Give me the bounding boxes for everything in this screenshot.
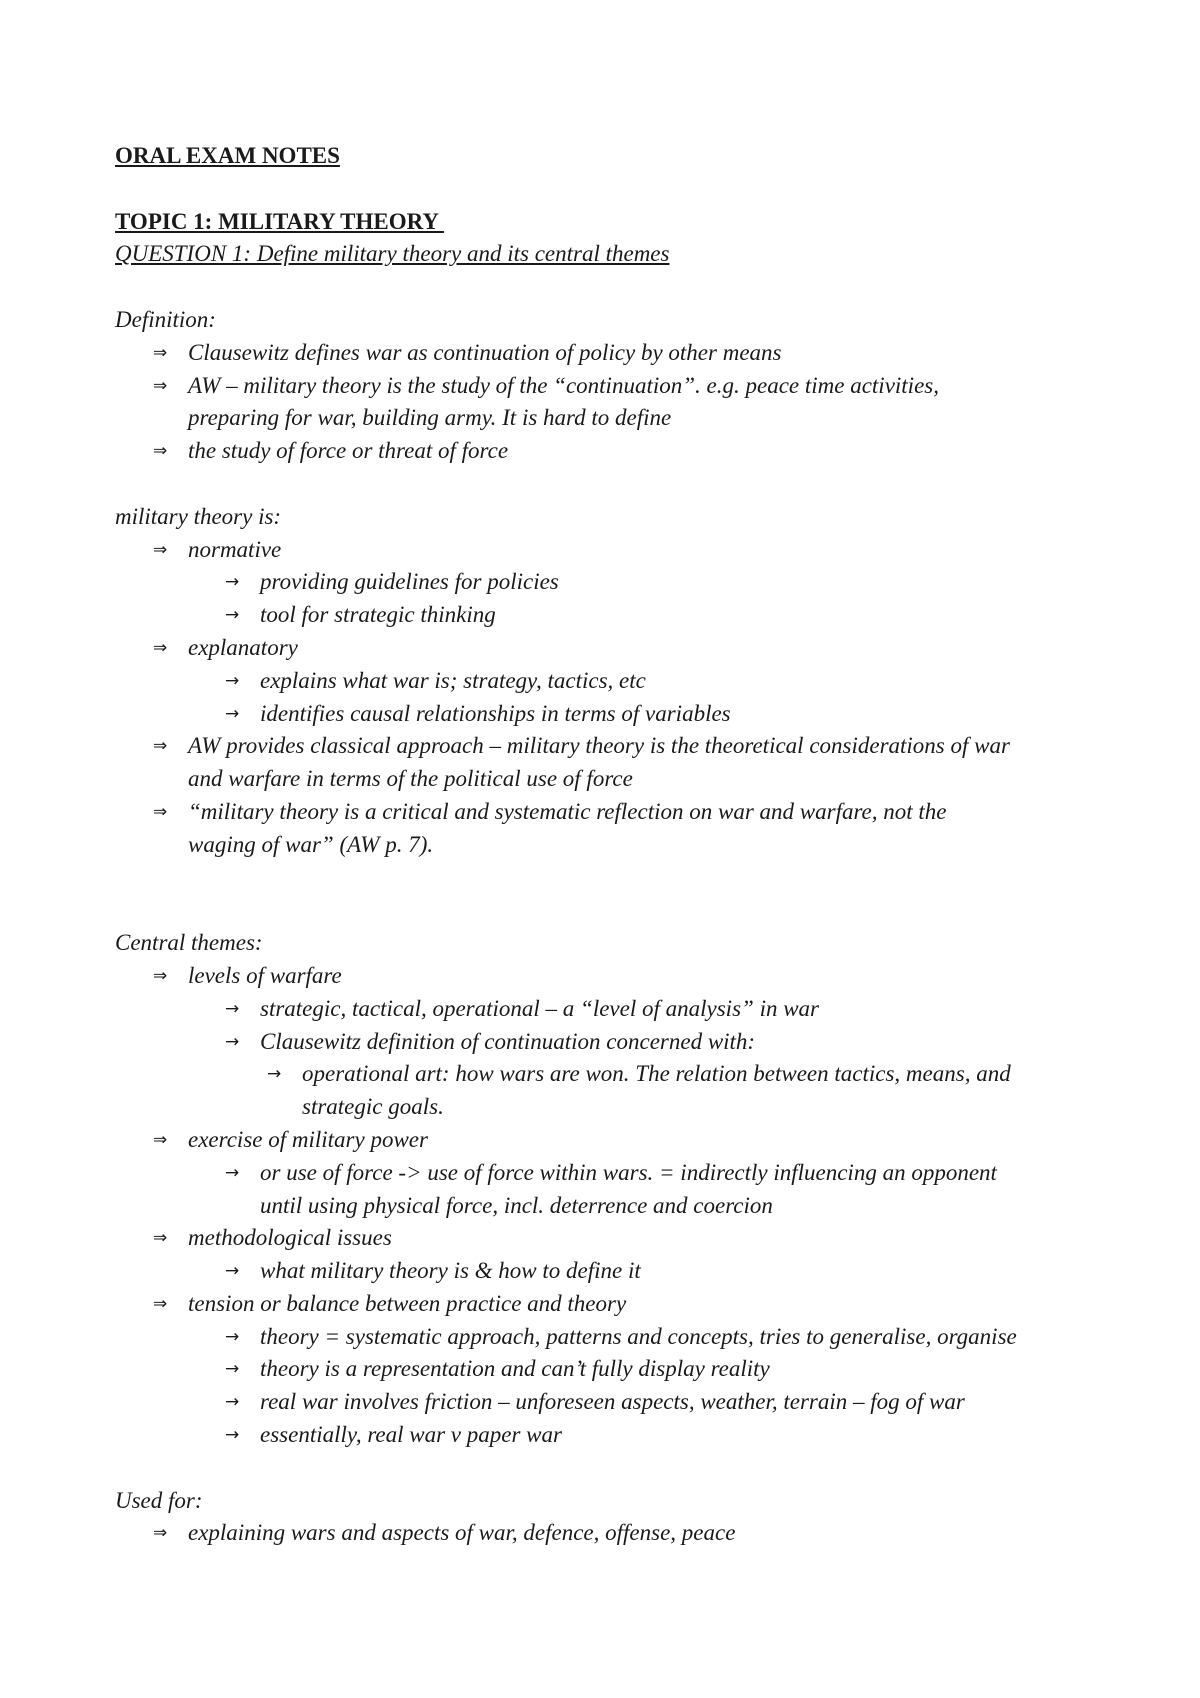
double-arrow-icon: ⇒ xyxy=(153,965,168,986)
central-themes-heading: Central themes: xyxy=(115,930,263,956)
sub-item: → Clausewitz definition of continuation concerned with: xyxy=(115,1026,1115,1059)
double-arrow-icon: ⇒ xyxy=(153,342,168,363)
sub-item: → or use of force -> use of force within wars. = indirectly influencing an opponent xyxy=(115,1157,1115,1190)
sub-sub-item-continuation: strategic goals. xyxy=(302,1094,444,1120)
double-arrow-icon: ⇒ xyxy=(153,1228,168,1249)
list-item-continuation: and warfare in terms of the political use of force xyxy=(188,766,633,792)
double-arrow-icon: ⇒ xyxy=(153,1129,168,1150)
definition-item: ⇒ the study of force or threat of force xyxy=(115,435,1115,468)
definition-item: ⇒ AW – military theory is the study of the “continuation”. e.g. peace time activities, xyxy=(115,370,1115,403)
arrow-icon: → xyxy=(225,1392,240,1413)
list-item-quote: ⇒ “military theory is a critical and systematic reflection on war and warfare, not the xyxy=(115,796,1115,829)
list-item-tension: ⇒ tension or balance between practice and theory xyxy=(115,1288,1115,1321)
topic-heading: TOPIC 1: MILITARY THEORY xyxy=(115,208,444,234)
list-item-exercise: ⇒ exercise of military power xyxy=(115,1124,1115,1157)
sub-item: → tool for strategic thinking xyxy=(115,599,1115,632)
arrow-icon: → xyxy=(267,1064,282,1085)
double-arrow-icon: ⇒ xyxy=(153,1293,168,1314)
double-arrow-icon: ⇒ xyxy=(153,1523,168,1544)
military-theory-is-heading: military theory is: xyxy=(115,503,282,529)
definition-heading: Definition: xyxy=(115,306,216,332)
arrow-icon: → xyxy=(225,572,240,593)
sub-item: → providing guidelines for policies xyxy=(115,566,1115,599)
list-item-normative: ⇒ normative xyxy=(115,534,1115,567)
used-for-heading: Used for: xyxy=(115,1487,203,1513)
double-arrow-icon: ⇒ xyxy=(153,637,168,658)
definition-item: ⇒ Clausewitz defines war as continuation of policy by other means xyxy=(115,337,1115,370)
sub-sub-item: → operational art: how wars are won. The relation between tactics, means, and xyxy=(115,1058,1115,1091)
arrow-icon: → xyxy=(225,703,240,724)
document-page xyxy=(115,140,1115,1550)
list-item-used-for: ⇒ explaining wars and aspects of war, defence, offense, peace xyxy=(115,1517,1115,1550)
double-arrow-icon: ⇒ xyxy=(153,375,168,396)
sub-item: → identifies causal relationships in terms of variables xyxy=(115,698,1115,731)
arrow-icon: → xyxy=(225,998,240,1019)
sub-item: → real war involves friction – unforeseen aspects, weather, terrain – fog of war xyxy=(115,1386,1115,1419)
sub-item: → explains what war is; strategy, tactics, etc xyxy=(115,665,1115,698)
arrow-icon: → xyxy=(225,1261,240,1282)
sub-item: → essentially, real war v paper war xyxy=(115,1419,1115,1452)
double-arrow-icon: ⇒ xyxy=(153,539,168,560)
question-heading: QUESTION 1: Define military theory and its central themes xyxy=(115,241,670,267)
list-item-method: ⇒ methodological issues xyxy=(115,1222,1115,1255)
arrow-icon: → xyxy=(225,1162,240,1183)
list-item-explanatory: ⇒ explanatory xyxy=(115,632,1115,665)
arrow-icon: → xyxy=(225,1031,240,1052)
sub-item: → what military theory is & how to define it xyxy=(115,1255,1115,1288)
document-title: ORAL EXAM NOTES xyxy=(115,143,340,168)
sub-item: → theory = systematic approach, patterns and concepts, tries to generalise, organise xyxy=(115,1321,1115,1354)
double-arrow-icon: ⇒ xyxy=(153,441,168,462)
arrow-icon: → xyxy=(225,1359,240,1380)
list-item-levels: ⇒ levels of warfare xyxy=(115,960,1115,993)
sub-item: → strategic, tactical, operational – a “level of analysis” in war xyxy=(115,993,1115,1026)
list-item-continuation: waging of war” (AW p. 7). xyxy=(188,831,434,857)
double-arrow-icon: ⇒ xyxy=(153,801,168,822)
double-arrow-icon: ⇒ xyxy=(153,736,168,757)
arrow-icon: → xyxy=(225,1326,240,1347)
arrow-icon: → xyxy=(225,1425,240,1446)
list-item-aw-classical: ⇒ AW provides classical approach – military theory is the theoretical considerations of war xyxy=(115,730,1115,763)
definition-item-continuation: preparing for war, building army. It is hard to define xyxy=(188,405,672,431)
sub-item-continuation: until using physical force, incl. deterrence and coercion xyxy=(260,1192,773,1218)
arrow-icon: → xyxy=(225,670,240,691)
sub-item: → theory is a representation and can’t fully display reality xyxy=(115,1353,1115,1386)
arrow-icon: → xyxy=(225,605,240,626)
